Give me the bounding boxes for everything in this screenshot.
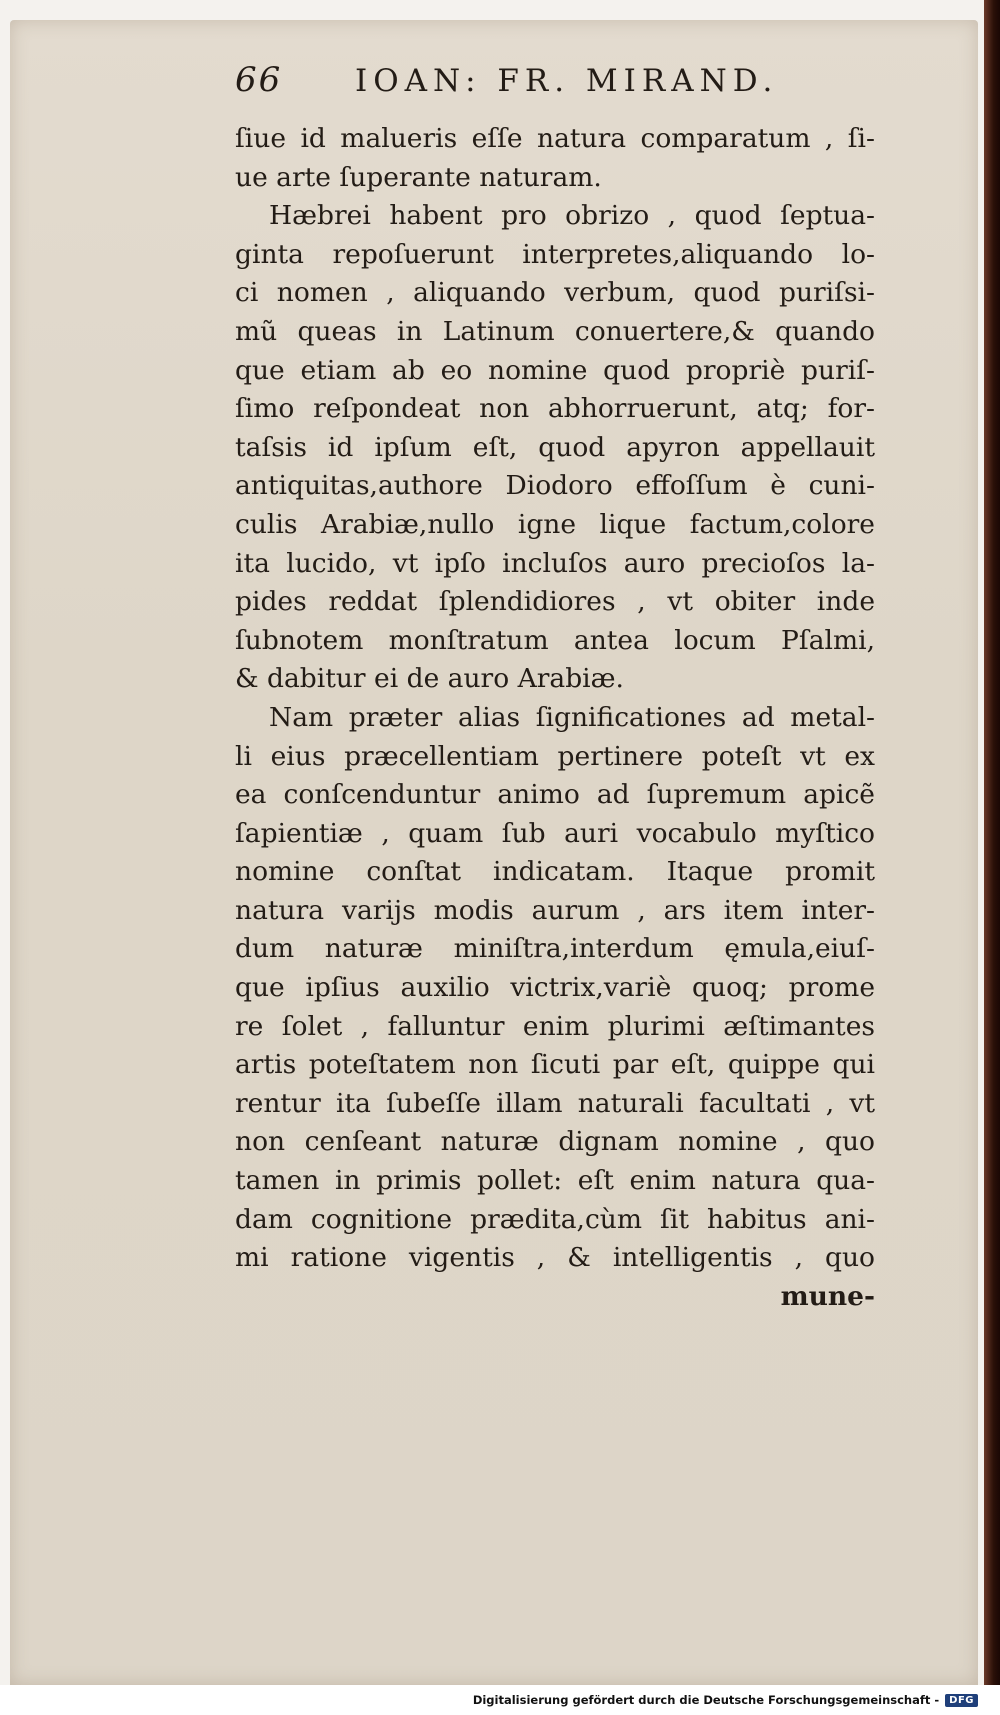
text-line: natura varijs modis aurum , ars item inter-	[235, 894, 875, 926]
page-content	[235, 60, 875, 1316]
text-line: Nam præter alias ſignificationes ad metal-	[269, 701, 875, 733]
text-line: dum naturæ miniſtra,interdum ęmula,eiuſ-	[235, 933, 875, 965]
running-title: IOAN: FR. MIRAND.	[355, 63, 779, 99]
book-edge	[984, 0, 1000, 1715]
footer-bar	[0, 1685, 1000, 1715]
text-line: que etiam ab eo nomine quod propriè puriſ-	[235, 354, 875, 386]
text-line: culis Arabiæ,nullo igne lique factum,colore	[235, 508, 875, 540]
text-line: & dabitur ei de auro Arabiæ.	[235, 663, 624, 695]
text-line: ita lucido, vt ipſo incluſos auro precioſos la-	[235, 547, 875, 579]
page-number: 66	[235, 60, 283, 100]
text-line: li eius præcellentiam pertinere poteſt vt ex	[235, 740, 875, 772]
text-line: dam cognitione prædita,cùm ſit habitus ani-	[235, 1203, 875, 1235]
text-line: ginta repoſuerunt interpretes,aliquando lo-	[235, 238, 875, 270]
text-line: ſubnotem monſtratum antea locum Pſalmi,	[235, 624, 875, 656]
text-line: ſiue id malueris eſſe natura comparatum , ſi-	[235, 123, 875, 154]
text-line: pides reddat ſplendidiores , vt obiter inde	[235, 586, 875, 618]
text-line: ſapientiæ , quam ſub auri vocabulo myſtico	[235, 817, 875, 849]
book-page	[10, 20, 978, 1685]
text-line: mũ queas in Latinum conuertere,& quando	[235, 315, 875, 347]
text-block	[235, 120, 875, 1278]
text-line: ue arte ſuperante naturam.	[235, 161, 602, 193]
text-line: rentur ita ſubeſſe illam naturali facultati , vt	[235, 1087, 875, 1119]
catchword: mune-	[780, 1280, 875, 1312]
text-line: tamen in primis pollet: eſt enim natura qua-	[235, 1165, 875, 1197]
footer-credit: Digitalisierung gefördert durch die Deutsche Forschungsgemeinschaft -	[472, 1693, 940, 1707]
text-line: ſimo reſpondeat non abhorruerunt, atq; for-	[235, 393, 875, 425]
text-line: re ſolet , falluntur enim plurimi æſtimantes	[235, 1010, 875, 1042]
text-line: taſsis id ipſum eſt, quod apyron appellauit	[235, 431, 875, 463]
dfg-logo-icon: DFG	[945, 1694, 978, 1707]
text-line: nomine conſtat indicatam. Itaque promit	[235, 856, 875, 888]
text-line: ea conſcenduntur animo ad ſupremum apicẽ	[235, 779, 875, 811]
text-line: que ipſius auxilio victrix,variè quoq; prome	[235, 972, 875, 1004]
text-line: ci nomen , aliquando verbum, quod puriſsi-	[235, 277, 875, 309]
text-line: mi ratione vigentis , & intelligentis , quo	[235, 1242, 875, 1274]
text-line: artis poteſtatem non ſicuti par eſt, quippe qui	[235, 1049, 875, 1081]
text-line: non cenſeant naturæ dignam nomine , quo	[235, 1126, 875, 1158]
text-line: antiquitas,authore Diodoro effoſſum è cuni-	[235, 470, 875, 502]
running-head	[235, 60, 875, 112]
text-line: Hæbrei habent pro obrizo , quod ſeptua-	[269, 200, 875, 232]
